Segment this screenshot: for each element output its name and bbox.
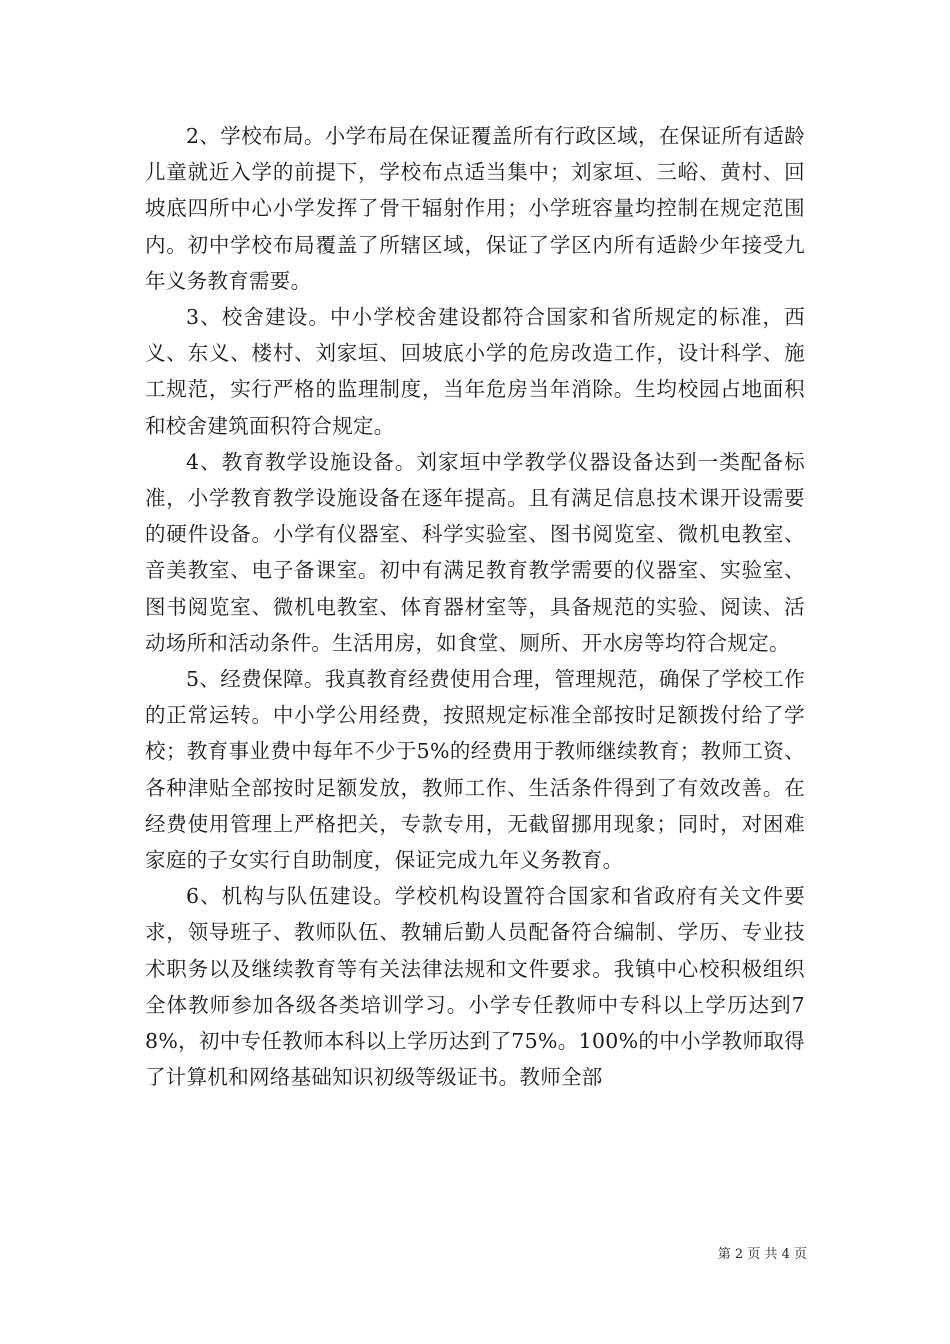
page-number-footer: 第 2 页 共 4 页 <box>717 1247 807 1262</box>
paragraph-teaching-facilities: 4、教育教学设施设备。刘家垣中学教学仪器设备达到一类配备标准，小学教育教学设施设备在逐年提高。且有满足信息技术课开设需要的硬件设备。小学有仪器室、科学实验室、图书阅览室、微机电教室、音美教室、电子备课室。初中有满足教育教学需要的仪器室、实验室、图书阅览室、微机电教室、体育器材室等，具备规范的实验、阅读、活动场所和活动条件。生活用房，如食堂、厕所、开水房等均符合规定。 <box>145 449 805 655</box>
paragraph-school-buildings: 3、校舍建设。中小学校舍建设都符合国家和省所规定的标准，西义、东义、楼村、刘家垣、回坡底小学的危房改造工作，设计科学、施工规范，实行严格的监理制度，当年危房当年消除。生均校园占地面积和校舍建筑面积符合规定。 <box>145 305 805 438</box>
document-body <box>145 118 805 1095</box>
paragraph-staffing: 6、机构与队伍建设。学校机构设置符合国家和省政府有关文件要求，领导班子、教师队伍、教辅后勤人员配备符合编制、学历、专业技术职务以及继续教育等有关法律法规和文件要求。我镇中心校积极组织全体教师参加各级各类培训学习。小学专任教师中专科以上学历达到78%，初中专任教师本科以上学历达到了75%。100%的中小学教师取得了计算机和网络基础知识初级等级证书。教师全部 <box>145 884 805 1090</box>
paragraph-funding: 5、经费保障。我真教育经费使用合理，管理规范，确保了学校工作的正常运转。中小学公用经费，按照规定标准全部按时足额拨付给了学校；教育事业费中每年不少于5%的经费用于教师继续教育；教师工资、各种津贴全部按时足额发放，教师工作、生活条件得到了有效改善。在经费使用管理上严格把关，专款专用，无截留挪用现象；同时，对困难家庭的子女实行自助制度，保证完成九年义务教育。 <box>145 667 805 873</box>
paragraph-school-layout: 2、学校布局。小学布局在保证覆盖所有行政区域，在保证所有适龄儿童就近入学的前提下，学校布点适当集中；刘家垣、三峪、黄村、回坡底四所中心小学发挥了骨干辐射作用；小学班容量均控制在规定范围内。初中学校布局覆盖了所辖区域，保证了学区内所有适龄少年接受九年义务教育需要。 <box>145 124 805 293</box>
